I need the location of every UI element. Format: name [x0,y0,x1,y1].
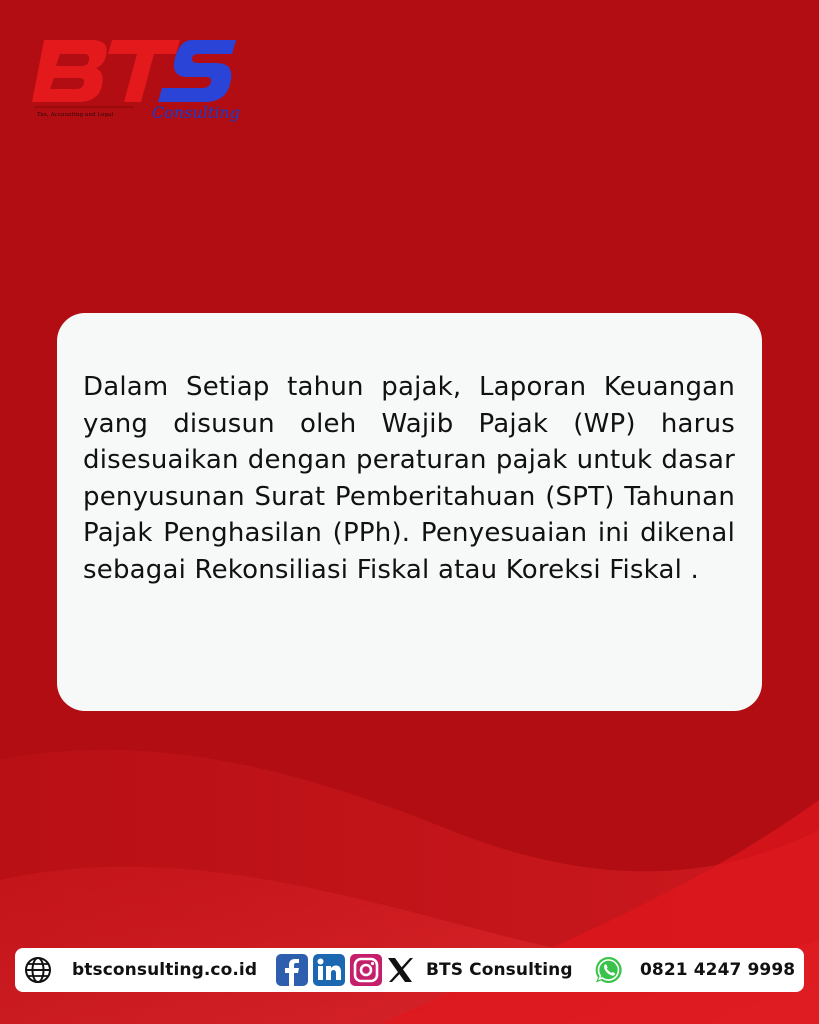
phone-label: 0821 4247 9998 [640,960,796,980]
instagram-icon[interactable] [350,954,382,986]
x-icon[interactable] [386,956,414,984]
phone-number[interactable] [640,948,795,992]
linkedin-icon[interactable] [313,954,345,986]
content-card [57,313,762,711]
logo-subtitle: Consulting [152,103,240,122]
whatsapp-icon[interactable] [594,955,624,985]
social-name-label: BTS Consulting [426,960,573,980]
card-body-text: Dalam Setiap tahun pajak, Laporan Keuangan yang disusun oleh Wajib Pajak (WP) harus disesuaikan dengan peraturan pajak untuk dasar penyusunan Surat Pemberitahuan (SPT) Tahunan Pajak Penghasilan (PPh). Penyesuaian ini dikenal sebagai Rekonsiliasi Fiskal atau Koreksi Fiskal . [83,372,735,585]
social-name [426,948,573,992]
logo-tagline: Tax, Accounting and Legal [37,112,114,118]
facebook-icon[interactable] [276,954,308,986]
website-link[interactable] [72,948,257,992]
globe-icon [23,956,53,984]
website-label: btsconsulting.co.id [72,960,258,980]
contact-footer [15,948,804,992]
